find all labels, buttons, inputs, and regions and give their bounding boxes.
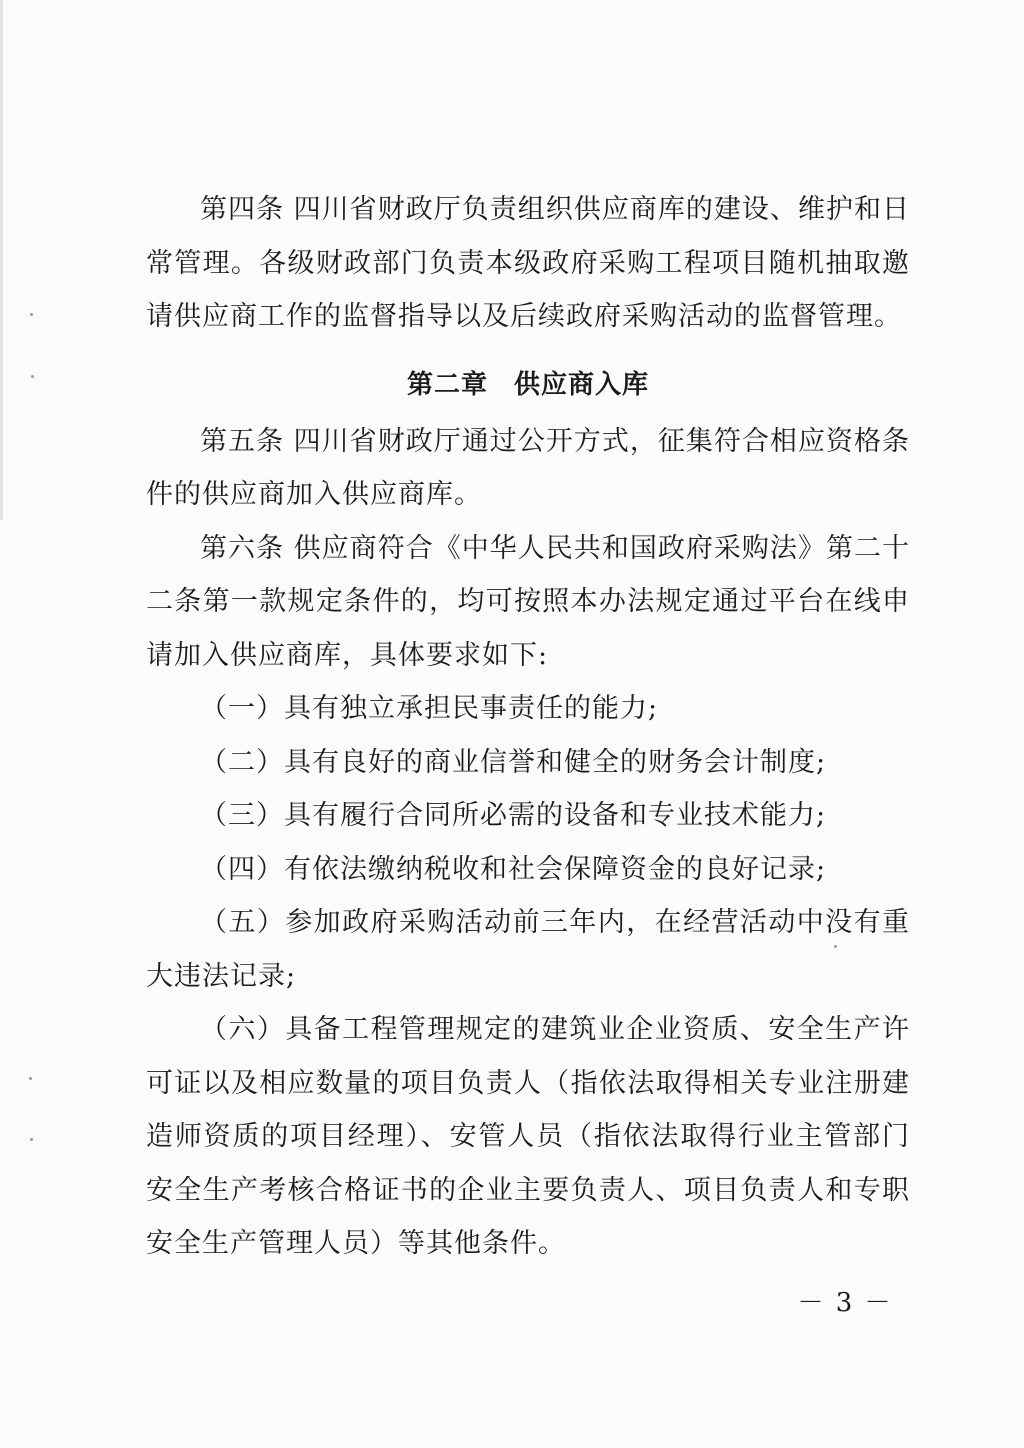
chapter-heading [146,357,910,413]
scan-speck [30,313,33,316]
chapter-title: 供应商入库 [514,369,650,400]
condition-2: （二）具有良好的商业信誉和健全的财务会计制度; [200,746,827,778]
condition-6: （六）具备工程管理规定的建筑业企业资质、安全生产许可证以及相应数量的项目负责人（指依法取得相关专业注册建造师资质的项目经理）、安管人员（指依法取得行业主管部门安全生产考核合格证书的企业主要负责人、项目负责人和专职安全生产管理人员）等其他条件。 [146,1014,910,1259]
document-body [146,183,910,1271]
chapter-number: 第二章 [406,369,488,400]
scan-speck [30,1138,33,1141]
page-number: － 3 － [797,1288,893,1318]
condition-5: （五）参加政府采购活动前三年内，在经营活动中没有重大违法记录; [146,907,910,992]
scan-speck [29,1077,32,1080]
article-5: 第五条 四川省财政厅通过公开方式，征集符合相应资格条件的供应商加入供应商库。 [146,425,910,510]
condition-4: （四）有依法缴纳税收和社会保障资金的良好记录; [200,853,827,885]
article-6: 第六条 供应商符合《中华人民共和国政府采购法》第二十二条第一款规定条件的，均可按照本办法规定通过平台在线申请加入供应商库，具体要求如下: [146,532,910,671]
article-4: 第四条 四川省财政厅负责组织供应商库的建设、维护和日常管理。各级财政部门负责本级政府采购工程项目随机抽取邀请供应商工作的监督指导以及后续政府采购活动的监督管理。 [146,194,910,332]
condition-1: （一）具有独立承担民事责任的能力; [200,693,659,724]
condition-3: （三）具有履行合同所必需的设备和专业技术能力; [200,800,827,831]
scan-page-edge [0,0,3,520]
scan-speck [31,375,34,378]
